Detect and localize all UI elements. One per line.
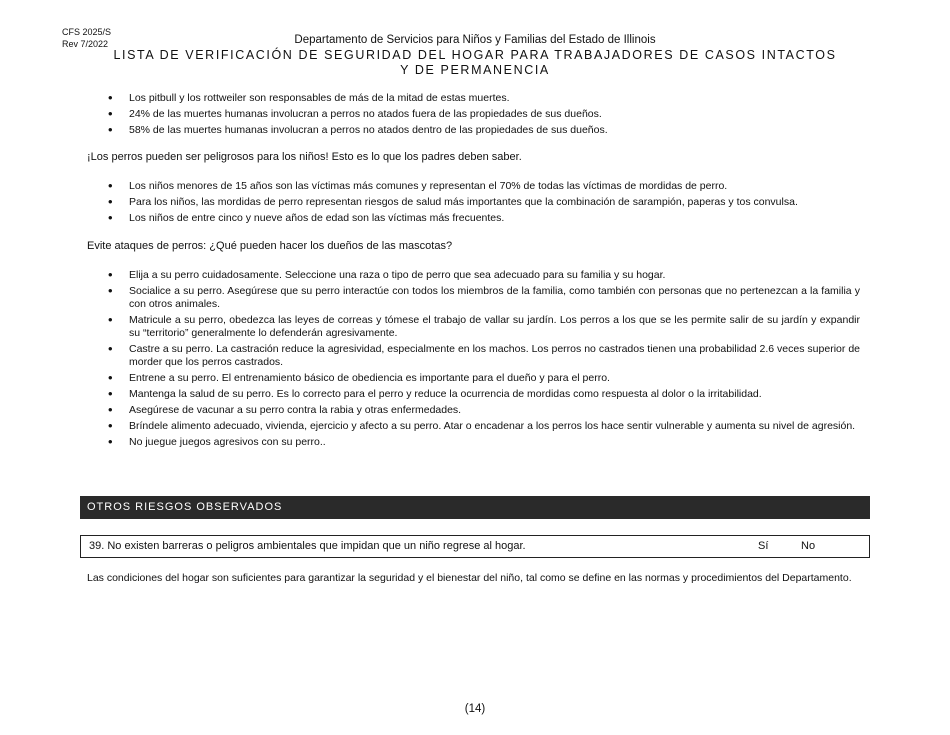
list-item: • Los niños menores de 15 años son las víctimas más comunes y representan el 70% de todas las víctimas de mordidas de perro.	[108, 180, 860, 193]
section-header: OTROS RIESGOS OBSERVADOS	[80, 496, 870, 519]
list-item: • Asegúrese de vacunar a su perro contra la rabia y otras enfermedades.	[108, 404, 860, 417]
question-text: 39. No existen barreras o peligros ambientales que impidan que un niño regrese al hogar.	[89, 540, 526, 552]
children-list	[108, 180, 860, 228]
revision: Rev 7/2022	[62, 39, 109, 49]
document-title	[0, 48, 950, 78]
title-line-2: Y DE PERMANENCIA	[400, 63, 550, 77]
list-item: • 24% de las muertes humanas involucran a perros no atados fuera de las propiedades de sus dueños.	[108, 108, 860, 121]
children-heading: ¡Los perros pueden ser peligrosos para los niños! Esto es lo que los padres deben saber.	[87, 151, 522, 163]
conditions-note: Las condiciones del hogar son suficientes para garantizar la seguridad y el bienestar del niño, tal como se define en las normas y procedimientos del Departamento.	[87, 572, 852, 584]
list-item: • 58% de las muertes humanas involucran a perros no atados dentro de las propiedades de sus dueños.	[108, 124, 860, 137]
list-item: • No juegue juegos agresivos con su perro..	[108, 436, 860, 449]
list-item: • Los pitbull y los rottweiler son responsables de más de la mitad de estas muertes.	[108, 92, 860, 105]
list-item: • Elija a su perro cuidadosamente. Seleccione una raza o tipo de perro que sea adecuado para su familia y su hogar.	[108, 269, 860, 282]
list-item: • Entrene a su perro. El entrenamiento básico de obediencia es importante para el dueño y para el perro.	[108, 372, 860, 385]
list-item: • Bríndele alimento adecuado, vivienda, ejercicio y afecto a su perro. Atar o encadenar a los perros los hace sentir vulnerable y aumenta su nivel de agresión.	[108, 420, 860, 433]
stats-list	[108, 92, 860, 140]
list-item: • Para los niños, las mordidas de perro representan riesgos de salud más importantes que la combinación de sarampión, paperas y tos convulsa.	[108, 196, 860, 209]
yes-option[interactable]: Sí	[758, 540, 769, 552]
list-item: • Matricule a su perro, obedezca las leyes de correas y tómese el trabajo de vallar su jardín. Los perros a los que se les permite salir de su jardín y expandir su “territorio” generalmente lo defenderán agresivamente.	[108, 314, 860, 340]
prevent-list	[108, 269, 860, 452]
list-item: • Socialice a su perro. Asegúrese que su perro interactúe con todos los miembros de la familia, como también con personas que no pertenezcan a la familia y con otros animales.	[108, 285, 860, 311]
question-row	[80, 535, 870, 558]
department-name: Departamento de Servicios para Niños y Familias del Estado de Illinois	[294, 34, 656, 46]
form-code: CFS 2025/S	[62, 27, 112, 37]
list-item: • Los niños de entre cinco y nueve años de edad son las víctimas más frecuentes.	[108, 212, 860, 225]
page-number: (14)	[464, 703, 486, 715]
prevent-heading: Evite ataques de perros: ¿Qué pueden hacer los dueños de las mascotas?	[87, 240, 453, 252]
no-option[interactable]: No	[801, 540, 816, 552]
list-item: • Castre a su perro. La castración reduce la agresividad, especialmente en los machos. Los perros no castrados tienen una probabilidad 2.6 veces superior de morder que los perros castrados.	[108, 343, 860, 369]
title-line-1: LISTA DE VERIFICACIÓN DE SEGURIDAD DEL HOGAR PARA TRABAJADORES DE CASOS INTACTOS	[113, 48, 837, 62]
list-item: • Mantenga la salud de su perro. Es lo correcto para el perro y reduce la ocurrencia de mordidas como respuesta al dolor o la irritabilidad.	[108, 388, 860, 401]
